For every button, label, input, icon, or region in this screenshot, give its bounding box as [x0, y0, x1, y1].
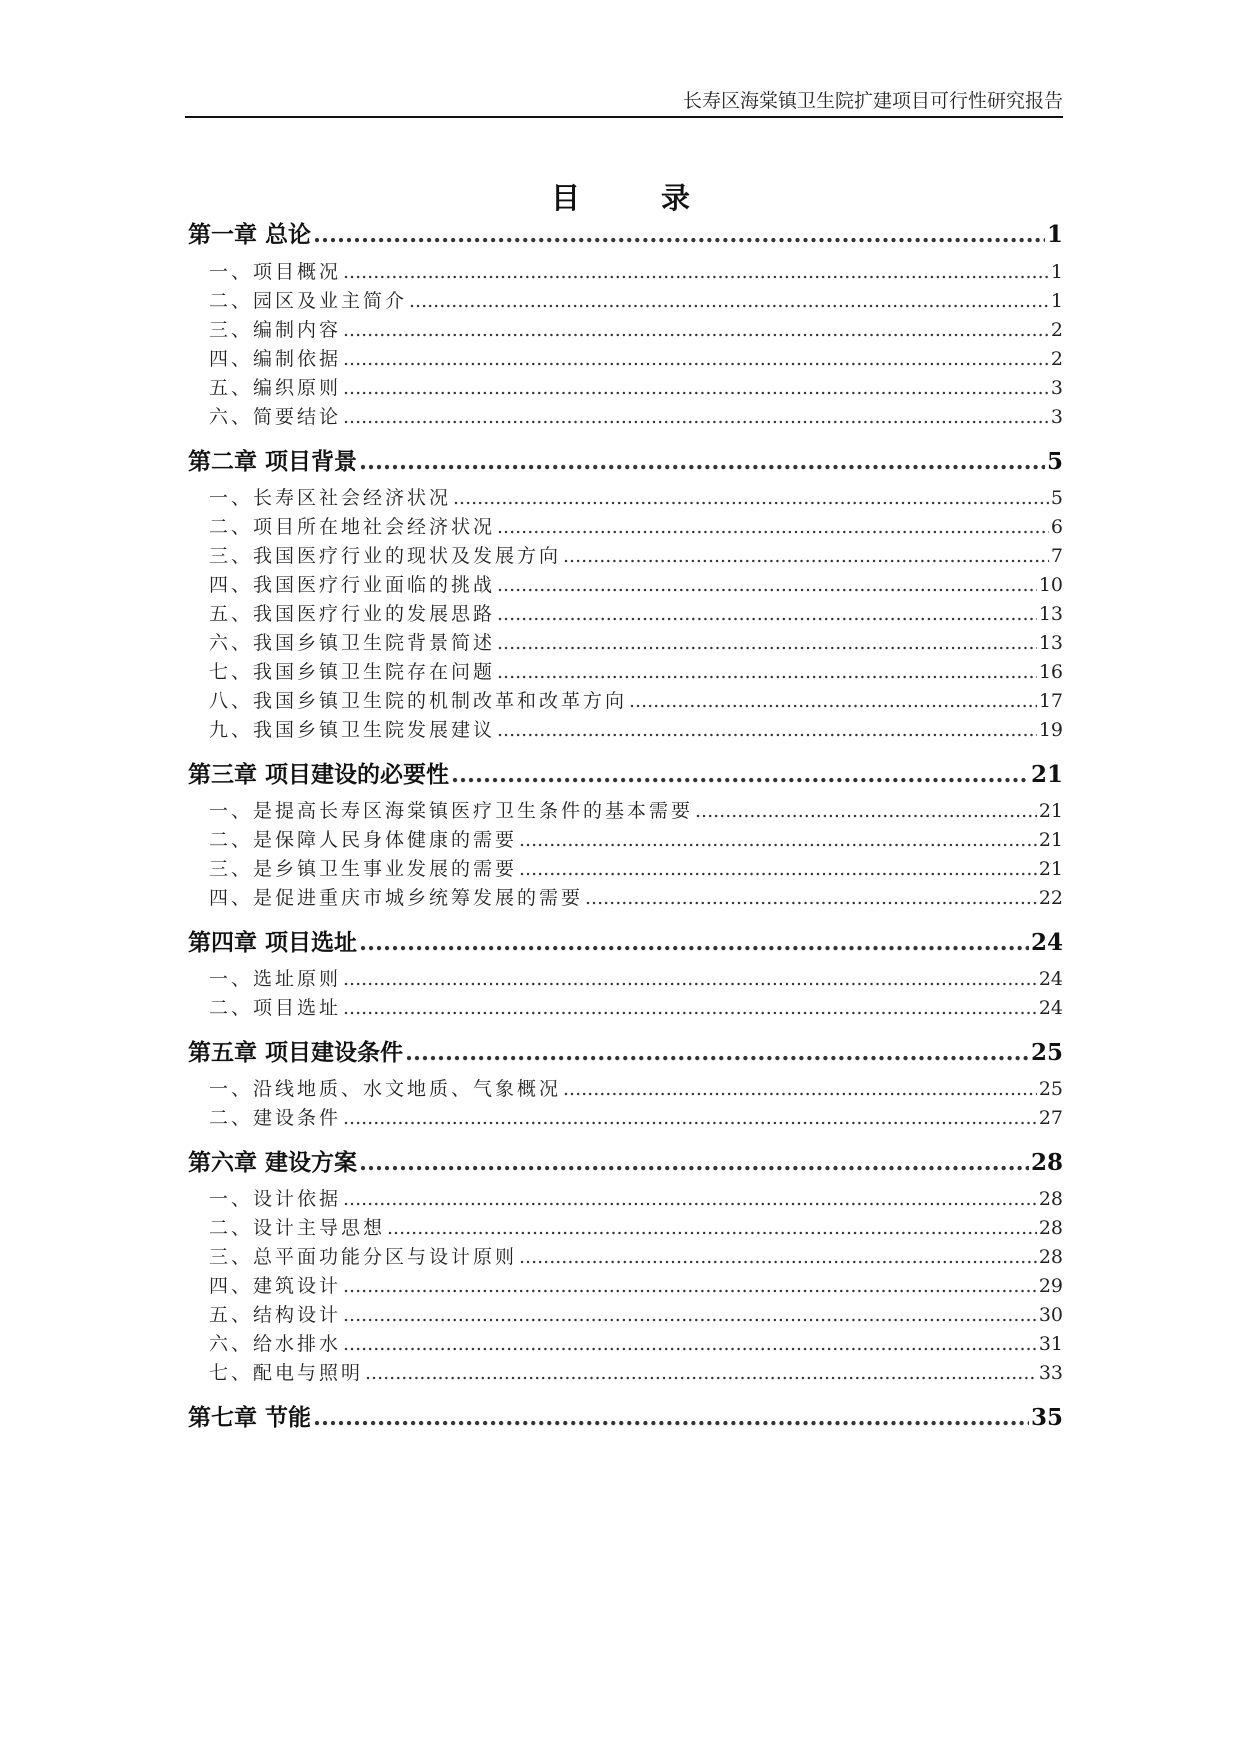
toc-section-entry[interactable]	[188, 483, 1063, 510]
toc-entry-page: 2	[1050, 348, 1063, 370]
toc-entry-page: 31	[1038, 1333, 1063, 1355]
toc-dot-leader	[519, 858, 1037, 880]
toc-section-entry[interactable]	[188, 599, 1063, 626]
toc-dot-leader	[409, 290, 1049, 312]
toc-entry-label: 七、我国乡镇卫生院存在问题	[209, 661, 496, 683]
toc-dot-leader	[343, 377, 1049, 399]
toc-section-entry[interactable]	[188, 628, 1063, 655]
toc-entry-page: 24	[1030, 929, 1063, 956]
toc-section-entry[interactable]	[188, 796, 1063, 823]
toc-dot-leader	[405, 1039, 1029, 1066]
toc-dot-leader	[585, 887, 1037, 909]
toc-entry-label: 一、设计依据	[209, 1188, 342, 1210]
toc-entry-page: 33	[1038, 1362, 1063, 1384]
toc-entry-label: 三、是乡镇卫生事业发展的需要	[209, 858, 518, 880]
toc-entry-page: 1	[1046, 221, 1063, 248]
toc-entry-page: 21	[1038, 829, 1063, 851]
toc-dot-leader	[695, 800, 1037, 822]
toc-dot-leader	[343, 348, 1049, 370]
toc-dot-leader	[563, 1078, 1037, 1100]
toc-entry-page: 24	[1038, 997, 1063, 1019]
toc-entry-label: 第一章 总论	[188, 221, 312, 248]
toc-entry-page: 21	[1030, 761, 1063, 788]
toc-section-entry[interactable]	[188, 402, 1063, 429]
toc-entry-label: 三、我国医疗行业的现状及发展方向	[209, 545, 562, 567]
toc-entry-page: 13	[1038, 603, 1063, 625]
toc-dot-leader	[497, 632, 1037, 654]
toc-section-entry[interactable]	[188, 570, 1063, 597]
toc-entry-page: 1	[1050, 261, 1063, 283]
toc-section-entry[interactable]	[188, 1074, 1063, 1101]
toc-dot-leader	[343, 1304, 1037, 1326]
toc-entry-page: 35	[1030, 1404, 1063, 1431]
toc-dot-leader	[343, 319, 1049, 341]
toc-entry-page: 30	[1038, 1304, 1063, 1326]
toc-entry-label: 八、我国乡镇卫生院的机制改革和改革方向	[209, 690, 628, 712]
toc-entry-label: 一、项目概况	[209, 261, 342, 283]
toc-section-entry[interactable]	[188, 825, 1063, 852]
toc-dot-leader	[497, 603, 1037, 625]
toc-section-entry[interactable]	[188, 315, 1063, 342]
toc-section-entry[interactable]	[188, 964, 1063, 991]
running-header	[185, 88, 1063, 118]
toc-entry-label: 二、建设条件	[209, 1107, 342, 1129]
toc-entry-label: 二、项目所在地社会经济状况	[209, 516, 496, 538]
toc-entry-label: 四、我国医疗行业面临的挑战	[209, 574, 496, 596]
toc-section-entry[interactable]	[188, 883, 1063, 910]
toc-dot-leader	[497, 516, 1049, 538]
toc-entry-label: 二、园区及业主简介	[209, 290, 408, 312]
toc-entry-page: 24	[1038, 968, 1063, 990]
toc-section-entry[interactable]	[188, 344, 1063, 371]
toc-entry-label: 九、我国乡镇卫生院发展建议	[209, 719, 496, 741]
toc-chapter-entry[interactable]	[188, 1034, 1063, 1067]
toc-entry-label: 四、是促进重庆市城乡统筹发展的需要	[209, 887, 584, 909]
toc-dot-leader	[313, 221, 1045, 248]
toc-section-entry[interactable]	[188, 1213, 1063, 1240]
toc-dot-leader	[343, 1107, 1037, 1129]
toc-entry-label: 第三章 项目建设的必要性	[188, 761, 450, 788]
toc-entry-label: 第四章 项目选址	[188, 929, 358, 956]
toc-entry-page: 28	[1038, 1246, 1063, 1268]
toc-chapter-entry[interactable]	[188, 216, 1063, 249]
toc-entry-label: 二、是保障人民身体健康的需要	[209, 829, 518, 851]
toc-entry-label: 第六章 建设方案	[188, 1149, 358, 1176]
toc-dot-leader	[359, 929, 1029, 956]
toc-entry-label: 一、选址原则	[209, 968, 342, 990]
toc-section-entry[interactable]	[188, 1358, 1063, 1385]
toc-entry-page: 21	[1038, 800, 1063, 822]
toc-section-entry[interactable]	[188, 1271, 1063, 1298]
toc-entry-page: 25	[1038, 1078, 1063, 1100]
toc-section-entry[interactable]	[188, 1184, 1063, 1211]
toc-entry-label: 六、给水排水	[209, 1333, 342, 1355]
toc-dot-leader	[359, 448, 1045, 475]
toc-section-entry[interactable]	[188, 286, 1063, 313]
toc-chapter-entry[interactable]	[188, 924, 1063, 957]
toc-chapter-entry[interactable]	[188, 756, 1063, 789]
toc-dot-leader	[343, 406, 1049, 428]
toc-section-entry[interactable]	[188, 512, 1063, 539]
toc-section-entry[interactable]	[188, 993, 1063, 1020]
toc-entry-label: 七、配电与照明	[209, 1362, 364, 1384]
toc-entry-label: 六、我国乡镇卫生院背景简述	[209, 632, 496, 654]
toc-entry-label: 一、是提高长寿区海棠镇医疗卫生条件的基本需要	[209, 800, 694, 822]
toc-dot-leader	[451, 761, 1029, 788]
toc-dot-leader	[359, 1149, 1029, 1176]
toc-section-entry[interactable]	[188, 1329, 1063, 1356]
toc-entry-page: 19	[1038, 719, 1063, 741]
toc-entry-label: 四、建筑设计	[209, 1275, 342, 1297]
toc-entry-label: 一、长寿区社会经济状况	[209, 487, 452, 509]
toc-chapter-entry[interactable]	[188, 443, 1063, 476]
toc-dot-leader	[453, 487, 1049, 509]
toc-section-entry[interactable]	[188, 1242, 1063, 1269]
toc-dot-leader	[313, 1404, 1029, 1431]
toc-dot-leader	[497, 574, 1037, 596]
toc-dot-leader	[365, 1362, 1037, 1384]
toc-dot-leader	[343, 1275, 1037, 1297]
toc-entry-label: 三、总平面功能分区与设计原则	[209, 1246, 518, 1268]
toc-entry-label: 二、项目选址	[209, 997, 342, 1019]
toc-chapter-entry[interactable]	[188, 1144, 1063, 1177]
toc-dot-leader	[563, 545, 1049, 567]
toc-section-entry[interactable]	[188, 715, 1063, 742]
toc-entry-label: 第五章 项目建设条件	[188, 1039, 404, 1066]
toc-section-entry[interactable]	[188, 257, 1063, 284]
toc-entry-page: 7	[1050, 545, 1063, 567]
toc-entry-label: 一、沿线地质、水文地质、气象概况	[209, 1078, 562, 1100]
toc-section-entry[interactable]	[188, 854, 1063, 881]
toc-dot-leader	[343, 261, 1049, 283]
toc-dot-leader	[343, 1188, 1037, 1210]
toc-entry-label: 二、设计主导思想	[209, 1217, 386, 1239]
toc-dot-leader	[519, 829, 1037, 851]
toc-dot-leader	[343, 968, 1037, 990]
toc-entry-page: 28	[1038, 1217, 1063, 1239]
toc-entry-page: 16	[1038, 661, 1063, 683]
toc-entry-label: 第二章 项目背景	[188, 448, 358, 475]
toc-entry-page: 3	[1050, 406, 1063, 428]
toc-dot-leader	[497, 719, 1037, 741]
toc-entry-page: 6	[1050, 516, 1063, 538]
toc-entry-page: 28	[1030, 1149, 1063, 1176]
toc-entry-label: 五、结构设计	[209, 1304, 342, 1326]
toc-dot-leader	[519, 1246, 1037, 1268]
toc-section-entry[interactable]	[188, 541, 1063, 568]
toc-entry-label: 第七章 节能	[188, 1404, 312, 1431]
toc-entry-page: 5	[1050, 487, 1063, 509]
toc-entry-label: 五、我国医疗行业的发展思路	[209, 603, 496, 625]
toc-entry-label: 六、简要结论	[209, 406, 342, 428]
toc-dot-leader	[343, 1333, 1037, 1355]
toc-entry-label: 五、编织原则	[209, 377, 342, 399]
toc-dot-leader	[387, 1217, 1037, 1239]
toc-title: 目 录	[550, 181, 716, 215]
toc-section-entry[interactable]	[188, 1103, 1063, 1130]
toc-entry-page: 10	[1038, 574, 1063, 596]
toc-dot-leader	[629, 690, 1037, 712]
toc-entry-page: 2	[1050, 319, 1063, 341]
toc-entry-label: 四、编制依据	[209, 348, 342, 370]
toc-section-entry[interactable]	[188, 686, 1063, 713]
toc-entry-page: 17	[1038, 690, 1063, 712]
toc-section-entry[interactable]	[188, 1300, 1063, 1327]
toc-section-entry[interactable]	[188, 373, 1063, 400]
running-header-title: 长寿区海棠镇卫生院扩建项目可行性研究报告	[682, 90, 1063, 112]
toc-entry-page: 28	[1038, 1188, 1063, 1210]
toc-entry-page: 29	[1038, 1275, 1063, 1297]
toc-entry-label: 三、编制内容	[209, 319, 342, 341]
toc-entry-page: 1	[1050, 290, 1063, 312]
toc-entry-page: 13	[1038, 632, 1063, 654]
toc-entry-page: 22	[1038, 887, 1063, 909]
toc-dot-leader	[497, 661, 1037, 683]
toc-entry-page: 5	[1046, 448, 1063, 475]
toc-dot-leader	[343, 997, 1037, 1019]
toc-entry-page: 21	[1038, 858, 1063, 880]
toc-entry-page: 3	[1050, 377, 1063, 399]
toc-entry-page: 27	[1038, 1107, 1063, 1129]
toc-section-entry[interactable]	[188, 657, 1063, 684]
toc-chapter-entry[interactable]	[188, 1399, 1063, 1432]
toc-entry-page: 25	[1030, 1039, 1063, 1066]
